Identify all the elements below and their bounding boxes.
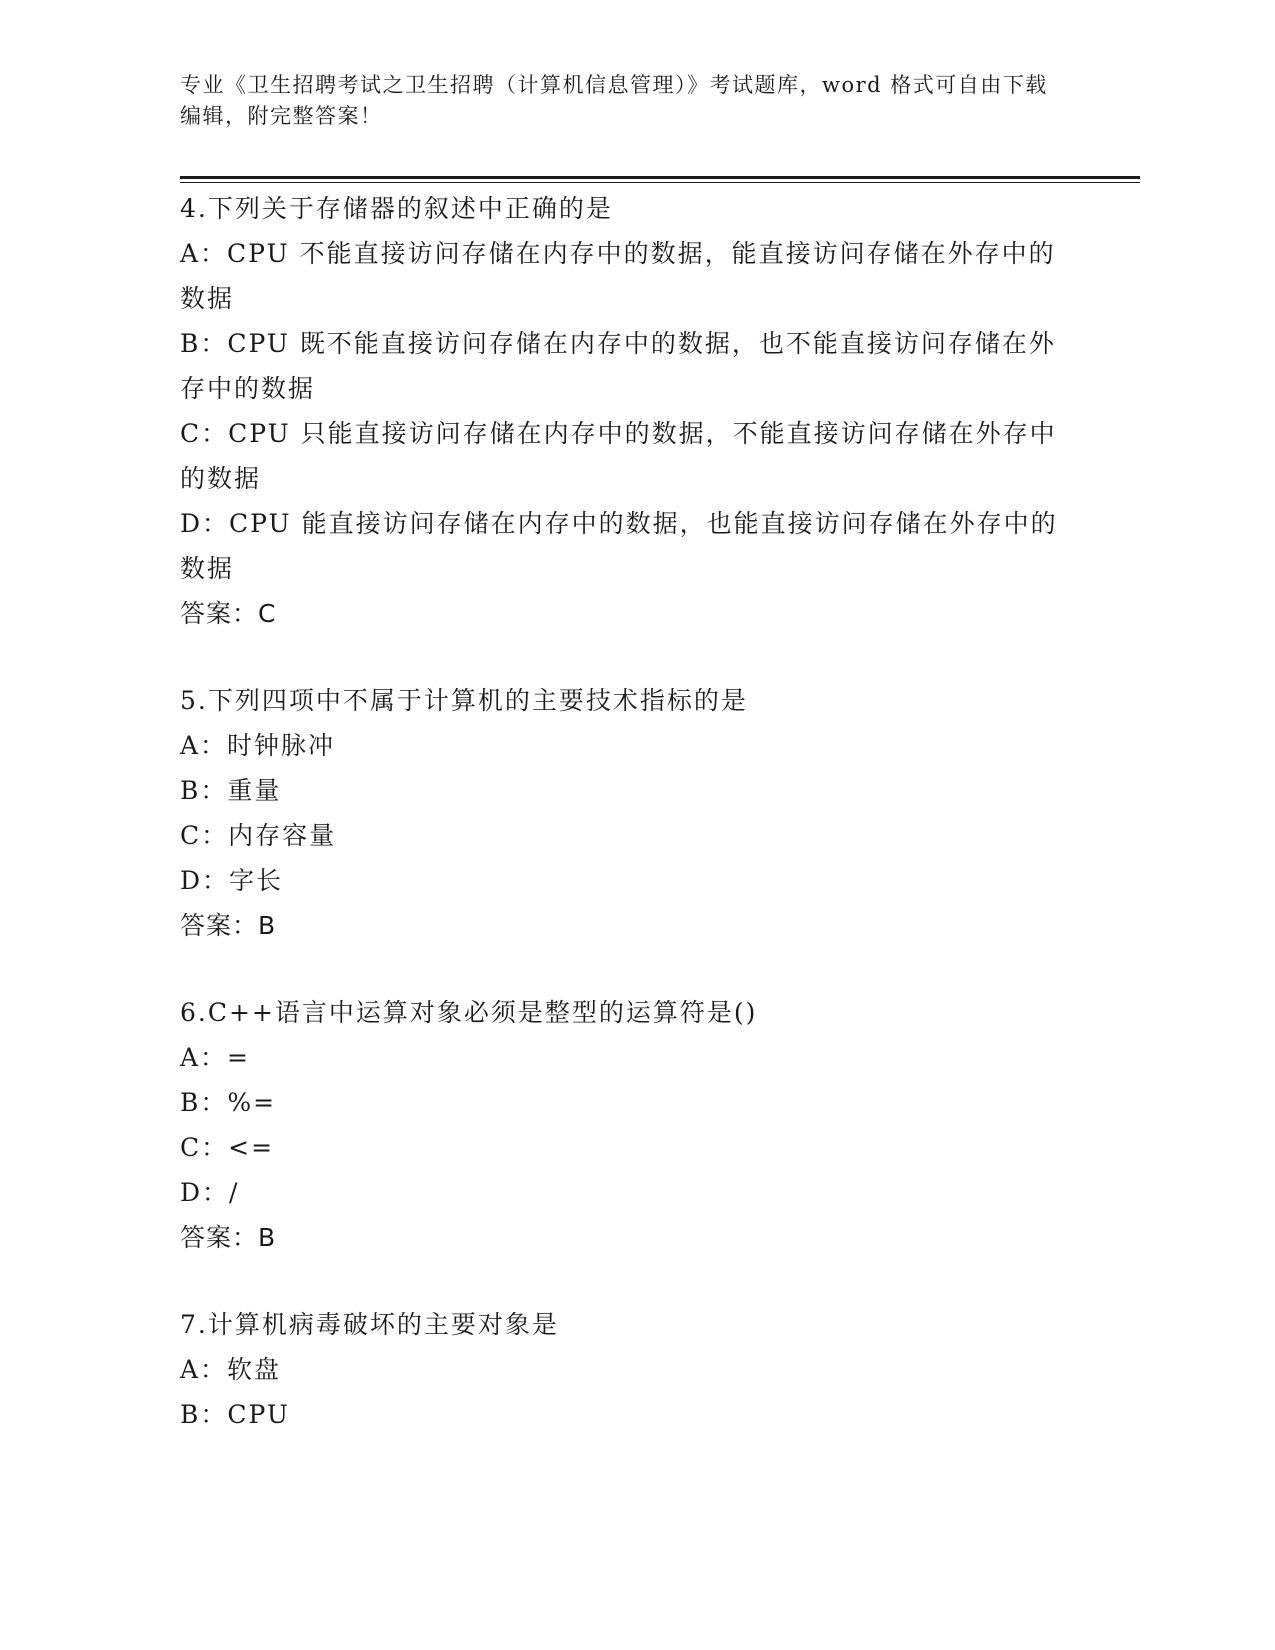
question-title: 6.C++语言中运算对象必须是整型的运算符是() bbox=[180, 998, 758, 1027]
question-4 bbox=[180, 186, 1060, 636]
question-title: 5.下列四项中不属于计算机的主要技术指标的是 bbox=[180, 686, 748, 715]
option-c: C：CPU 只能直接访问存储在内存中的数据，不能直接访问存储在外存中的数据 bbox=[180, 419, 1057, 493]
option-c: C：内存容量 bbox=[180, 821, 337, 850]
option-a: A：时钟脉冲 bbox=[180, 731, 336, 760]
header-divider-thick bbox=[180, 176, 1140, 179]
option-b: B：%= bbox=[180, 1088, 277, 1117]
document-header: 专业《卫生招聘考试之卫生招聘（计算机信息管理）》考试题库，word 格式可自由下载编辑，附完整答案！ bbox=[180, 73, 1048, 128]
option-c: C：<= bbox=[180, 1133, 275, 1162]
option-a: A：软盘 bbox=[180, 1355, 282, 1384]
question-5 bbox=[180, 678, 1060, 948]
question-7 bbox=[180, 1302, 1060, 1437]
option-d: D：CPU 能直接访问存储在内存中的数据，也能直接访问存储在外存中的数据 bbox=[180, 509, 1058, 583]
question-list bbox=[180, 186, 1060, 1479]
option-b: B：重量 bbox=[180, 776, 282, 805]
answer-line: 答案：B bbox=[180, 911, 277, 940]
option-d: D：字长 bbox=[180, 866, 284, 895]
option-b: B：CPU 既不能直接访问存储在内存中的数据，也不能直接访问存储在外存中的数据 bbox=[180, 329, 1056, 403]
question-title: 4.下列关于存储器的叙述中正确的是 bbox=[180, 194, 613, 223]
option-a: A：= bbox=[180, 1043, 251, 1072]
question-6 bbox=[180, 990, 1060, 1260]
option-a: A：CPU 不能直接访问存储在内存中的数据，能直接访问存储在外存中的数据 bbox=[180, 239, 1056, 313]
answer-line: 答案：B bbox=[180, 1223, 277, 1252]
option-d: D：/ bbox=[180, 1178, 240, 1207]
answer-line: 答案：C bbox=[180, 599, 277, 628]
header-divider-thin bbox=[180, 182, 1140, 183]
question-title: 7.计算机病毒破坏的主要对象是 bbox=[180, 1310, 559, 1339]
option-b: B：CPU bbox=[180, 1400, 290, 1429]
